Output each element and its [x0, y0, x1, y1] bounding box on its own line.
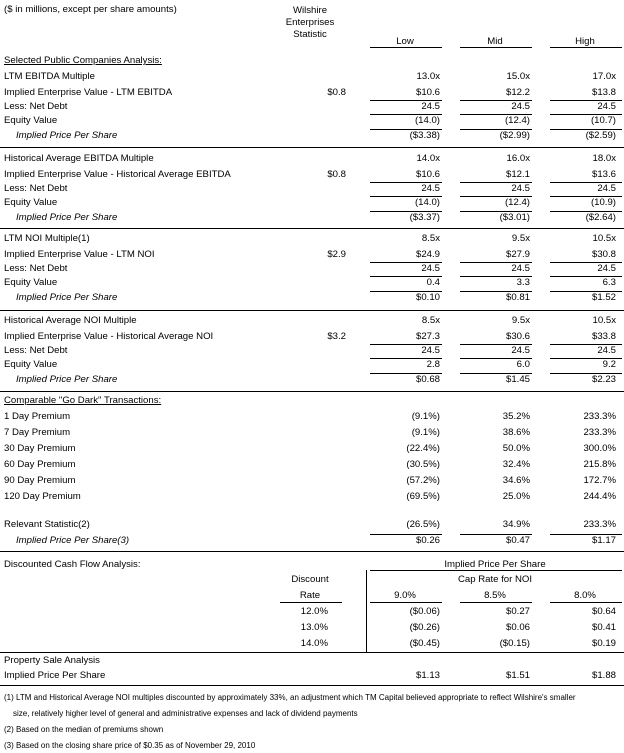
subtotal-rule — [370, 276, 442, 277]
dcf-value-13-mid: $0.06 — [505, 622, 530, 633]
row-high-value: 6.3 — [602, 277, 616, 288]
row-high-value: 244.4% — [583, 491, 616, 502]
row-mid-value: 9.5x — [511, 233, 530, 244]
row-mid-value: (12.4) — [504, 197, 530, 208]
row-low-value: (69.5%) — [406, 491, 440, 502]
row-high-value: 18.0x — [592, 153, 616, 164]
row-mid-value: $12.2 — [505, 87, 530, 98]
row-mid-value: $0.47 — [505, 535, 530, 546]
statistic-header-line3: Statistic — [293, 29, 327, 40]
row-label: Historical Average EBITDA Multiple — [4, 153, 154, 164]
high-column-header: High — [575, 36, 595, 47]
subtotal-rule — [460, 262, 532, 263]
subtotal-rule — [370, 211, 442, 212]
row-high-value: 233.3% — [583, 519, 616, 530]
row-high-value: $13.6 — [591, 169, 616, 180]
row-high-value: (10.9) — [590, 197, 616, 208]
subtotal-rule — [550, 211, 622, 212]
subtotal-rule — [550, 182, 622, 183]
dcf-value-12-low: ($0.06) — [409, 606, 440, 617]
low-header-rule — [370, 47, 442, 48]
dcf-cap-rule-3 — [550, 602, 622, 603]
subtotal-rule — [550, 344, 622, 345]
row-mid-value: ($3.01) — [499, 212, 530, 223]
section-title-public-companies: Selected Public Companies Analysis: — [4, 55, 162, 66]
row-low-value: 8.5x — [421, 315, 440, 326]
row-label: Equity Value — [4, 197, 58, 208]
dcf-discount-header-line2: Rate — [299, 590, 321, 601]
subtotal-rule — [550, 114, 622, 115]
dcf-rate-12: 12.0% — [300, 606, 328, 617]
row-statistic: $0.8 — [327, 87, 346, 98]
subtotal-rule — [550, 358, 622, 359]
row-high-value: $33.8 — [591, 331, 616, 342]
subtotal-rule — [460, 129, 532, 130]
row-label: Less: Net Debt — [4, 183, 68, 194]
row-low-value: 0.4 — [426, 277, 440, 288]
subtotal-rule — [460, 344, 532, 345]
dcf-value-12-mid: $0.27 — [505, 606, 530, 617]
row-mid-value: 24.5 — [511, 101, 530, 112]
row-high-value: 17.0x — [592, 71, 616, 82]
subtotal-rule — [460, 358, 532, 359]
row-high-value: $30.8 — [591, 249, 616, 260]
footnote-1-line-1: (1) LTM and Historical Average NOI multiples discounted by approximately 33%, an adjustment which TM Capital believed appropriate to reflect Wilshire's smaller — [4, 693, 576, 702]
row-low-value: (30.5%) — [406, 459, 440, 470]
section-title-property: Property Sale Analysis — [4, 655, 100, 666]
subtotal-rule — [370, 358, 442, 359]
row-mid-value: 24.5 — [511, 183, 530, 194]
row-label: 1 Day Premium — [4, 411, 71, 422]
row-low-value: ($3.38) — [409, 130, 440, 141]
row-low-value: (22.4%) — [406, 443, 440, 454]
row-high-value: ($2.64) — [585, 212, 616, 223]
dcf-rate-14: 14.0% — [300, 638, 328, 649]
row-low-value: $0.10 — [415, 292, 440, 303]
dcf-value-14-low: ($0.45) — [409, 638, 440, 649]
row-low-value: $10.6 — [415, 169, 440, 180]
subtotal-rule — [460, 534, 532, 535]
subtotal-rule — [460, 196, 532, 197]
row-mid-value: $27.9 — [505, 249, 530, 260]
high-header-rule — [550, 47, 622, 48]
row-label: Less: Net Debt — [4, 263, 68, 274]
dcf-value-14-mid: ($0.15) — [499, 638, 530, 649]
section-title-go-dark: Comparable "Go Dark" Transactions: — [4, 395, 162, 406]
row-label: 30 Day Premium — [4, 443, 76, 454]
row-high-value: 24.5 — [597, 183, 616, 194]
subtotal-rule — [460, 100, 532, 101]
units-note: ($ in millions, except per share amounts) — [4, 4, 177, 15]
row-low-value: (26.5%) — [406, 519, 440, 530]
row-low-value: $24.9 — [415, 249, 440, 260]
row-statistic: $0.8 — [327, 169, 346, 180]
row-low-value: 24.5 — [421, 101, 440, 112]
subtotal-rule — [460, 182, 532, 183]
row-mid-value: 34.9% — [502, 519, 530, 530]
subtotal-rule — [550, 276, 622, 277]
row-label: Implied Enterprise Value - Historical Average EBITDA — [4, 169, 231, 180]
dcf-value-14-high: $0.19 — [591, 638, 616, 649]
row-mid-value: (12.4) — [504, 115, 530, 126]
dcf-cap-rule-2 — [460, 602, 532, 603]
row-low-value: $27.3 — [415, 331, 440, 342]
block-divider — [0, 551, 624, 552]
row-label: 90 Day Premium — [4, 475, 76, 486]
row-label: LTM EBITDA Multiple — [4, 71, 95, 82]
row-mid-value: ($2.99) — [499, 130, 530, 141]
dcf-cap-rate-3: 8.0% — [574, 590, 596, 601]
row-label: Implied Price Per Share — [16, 374, 118, 385]
row-high-value: 172.7% — [583, 475, 616, 486]
row-mid-value: 16.0x — [506, 153, 530, 164]
row-high-value: (10.7) — [590, 115, 616, 126]
row-high-value: $13.8 — [591, 87, 616, 98]
row-low-value: ($3.37) — [409, 212, 440, 223]
subtotal-rule — [370, 344, 442, 345]
dcf-cap-rate-1: 9.0% — [394, 590, 416, 601]
row-low-value: $10.6 — [415, 87, 440, 98]
subtotal-rule — [550, 373, 622, 374]
row-label: 7 Day Premium — [4, 427, 71, 438]
row-mid-value: $0.81 — [505, 292, 530, 303]
dcf-rate-rule — [280, 602, 342, 603]
row-low-value: 24.5 — [421, 263, 440, 274]
subtotal-rule — [370, 182, 442, 183]
row-label: Implied Price Per Share — [16, 212, 118, 223]
row-label: Historical Average NOI Multiple — [4, 315, 137, 326]
subtotal-rule — [550, 534, 622, 535]
dcf-value-12-high: $0.64 — [591, 606, 616, 617]
row-mid-value: 9.5x — [511, 315, 530, 326]
statistic-header-line1: Wilshire — [292, 5, 328, 16]
footnote-1-line-2: size, relatively higher level of general and administrative expenses and lack of dividend payments — [13, 709, 358, 718]
row-mid-value: $30.6 — [505, 331, 530, 342]
row-high-value: 10.5x — [592, 315, 616, 326]
dcf-discount-header-line1: Discount — [291, 574, 329, 585]
footnote-divider — [0, 685, 624, 686]
row-label: 120 Day Premium — [4, 491, 81, 502]
row-low-value: (9.1%) — [411, 427, 440, 438]
property-mid: $1.51 — [505, 670, 530, 681]
statistic-header-line2: Enterprises — [285, 17, 335, 28]
subtotal-rule — [550, 291, 622, 292]
property-low: $1.13 — [415, 670, 440, 681]
subtotal-rule — [460, 291, 532, 292]
subtotal-rule — [370, 100, 442, 101]
dcf-value-13-low: ($0.26) — [409, 622, 440, 633]
property-label: Implied Price Per Share — [4, 670, 106, 681]
row-label: 60 Day Premium — [4, 459, 76, 470]
row-label: Implied Enterprise Value - Historical Average NOI — [4, 331, 214, 342]
row-label: LTM NOI Multiple(1) — [4, 233, 90, 244]
row-label: Implied Enterprise Value - LTM EBITDA — [4, 87, 173, 98]
row-mid-value: 32.4% — [502, 459, 530, 470]
row-mid-value: 50.0% — [502, 443, 530, 454]
subtotal-rule — [550, 262, 622, 263]
row-label: Less: Net Debt — [4, 345, 68, 356]
row-mid-value: 24.5 — [511, 345, 530, 356]
block-divider — [0, 228, 624, 229]
section-title-dcf: Discounted Cash Flow Analysis: — [4, 559, 141, 570]
row-label: Relevant Statistic(2) — [4, 519, 90, 530]
row-mid-value: $12.1 — [505, 169, 530, 180]
subtotal-rule — [370, 534, 442, 535]
dcf-cap-rate-2: 8.5% — [484, 590, 506, 601]
subtotal-rule — [550, 100, 622, 101]
footnote-2: (2) Based on the median of premiums shown — [4, 725, 164, 734]
low-column-header: Low — [396, 36, 414, 47]
row-low-value: 24.5 — [421, 345, 440, 356]
row-mid-value: 35.2% — [502, 411, 530, 422]
row-high-value: $1.52 — [591, 292, 616, 303]
row-label: Equity Value — [4, 115, 58, 126]
row-low-value: $0.68 — [415, 374, 440, 385]
row-mid-value: 24.5 — [511, 263, 530, 274]
subtotal-rule — [370, 129, 442, 130]
row-high-value: 10.5x — [592, 233, 616, 244]
row-low-value: (14.0) — [414, 115, 440, 126]
row-high-value: $2.23 — [591, 374, 616, 385]
row-high-value: 300.0% — [583, 443, 616, 454]
row-low-value: (57.2%) — [406, 475, 440, 486]
row-low-value: (14.0) — [414, 197, 440, 208]
row-low-value: 2.8 — [426, 359, 440, 370]
row-mid-value: 3.3 — [516, 277, 530, 288]
row-low-value: (9.1%) — [411, 411, 440, 422]
subtotal-rule — [370, 114, 442, 115]
row-low-value: 13.0x — [416, 71, 440, 82]
row-label: Implied Price Per Share(3) — [16, 535, 130, 546]
row-label: Implied Price Per Share — [16, 292, 118, 303]
row-low-value: $0.26 — [415, 535, 440, 546]
mid-column-header: Mid — [487, 36, 503, 47]
row-mid-value: 38.6% — [502, 427, 530, 438]
block-divider — [0, 391, 624, 392]
row-high-value: 233.3% — [583, 427, 616, 438]
row-label: Implied Enterprise Value - LTM NOI — [4, 249, 155, 260]
row-high-value: 233.3% — [583, 411, 616, 422]
subtotal-rule — [370, 373, 442, 374]
block-divider — [0, 147, 624, 148]
row-statistic: $3.2 — [327, 331, 346, 342]
row-mid-value: 25.0% — [502, 491, 530, 502]
subtotal-rule — [370, 291, 442, 292]
row-mid-value: 15.0x — [506, 71, 530, 82]
row-low-value: 14.0x — [416, 153, 440, 164]
row-mid-value: $1.45 — [505, 374, 530, 385]
row-low-value: 24.5 — [421, 183, 440, 194]
row-high-value: 9.2 — [602, 359, 616, 370]
dcf-cap-rule-1 — [370, 602, 442, 603]
dcf-rate-13: 13.0% — [300, 622, 328, 633]
subtotal-rule — [460, 276, 532, 277]
property-divider — [0, 652, 624, 653]
subtotal-rule — [550, 129, 622, 130]
row-statistic: $2.9 — [327, 249, 346, 260]
row-label: Equity Value — [4, 359, 58, 370]
row-high-value: $1.17 — [591, 535, 616, 546]
row-mid-value: 6.0 — [516, 359, 530, 370]
row-label: Implied Price Per Share — [16, 130, 118, 141]
subtotal-rule — [460, 373, 532, 374]
dcf-value-13-high: $0.41 — [591, 622, 616, 633]
dcf-implied-header: Implied Price Per Share — [444, 559, 546, 570]
subtotal-rule — [550, 196, 622, 197]
row-label: Equity Value — [4, 277, 58, 288]
row-high-value: 24.5 — [597, 263, 616, 274]
subtotal-rule — [370, 196, 442, 197]
row-high-value: 24.5 — [597, 345, 616, 356]
row-low-value: 8.5x — [421, 233, 440, 244]
mid-header-rule — [460, 47, 532, 48]
subtotal-rule — [370, 262, 442, 263]
row-label: Less: Net Debt — [4, 101, 68, 112]
footnote-3: (3) Based on the closing share price of $0.35 as of November 29, 2010 — [4, 741, 256, 750]
dcf-cap-header: Cap Rate for NOI — [457, 574, 533, 585]
row-mid-value: 34.6% — [502, 475, 530, 486]
property-high: $1.88 — [591, 670, 616, 681]
block-divider — [0, 310, 624, 311]
subtotal-rule — [460, 114, 532, 115]
row-high-value: ($2.59) — [585, 130, 616, 141]
row-high-value: 215.8% — [583, 459, 616, 470]
dcf-implied-rule — [370, 570, 622, 571]
row-high-value: 24.5 — [597, 101, 616, 112]
subtotal-rule — [460, 211, 532, 212]
